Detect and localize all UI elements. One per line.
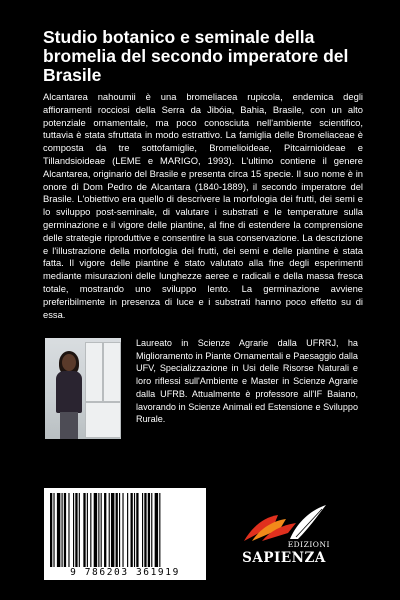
- publisher-logo: [238, 503, 330, 573]
- publisher-name: SAPIENZA: [242, 550, 326, 566]
- publisher-label: EDIZIONI: [287, 540, 330, 549]
- author-photo: [45, 338, 121, 439]
- quill-pen-icon: [238, 503, 330, 543]
- isbn-barcode: [44, 488, 206, 580]
- author-bio: Laureato in Scienze Agrarie dalla UFRRJ, ha Miglioramento in Piante Ornamentali e Paesaggio dalla UFV, Specializzazione in Usi delle Risorse Naturali e loro riflessi sull'Ambiente e Master in Scienze Agrarie dalla UFRB. Attualmente è professore all'IF Baiano, lavorando in Scienze Animali ed Estensione e Sviluppo Rurale.: [136, 338, 358, 425]
- book-abstract: Alcantarea nahoumii è una bromeliacea rupicola, endemica degli affioramenti rocciosi della Serra da Jibóia, Bahia, Brasile, con un alto potenziale ornamentale, ma poco conosciuta nell'ambiente scientifico, tuttavia è stata sfruttata in modo estrattivo. La famiglia delle Bromeliaceae è composta da tre sottofamiglie, Bromelioideae, Pitcairnioideae e Tillandsioideae (LEME e MARIGO, 1993). L'ultimo contiene il genere Alcantarea, originario del Brasile e presenta circa 15 specie. Il suo nome è in onore di Dom Pedro de Alcantara (1840-1889), il secondo imperatore del Brasile. L'obiettivo era quello di descrivere la morfologia dei frutti, dei semi e lo sviluppo post-seminale, di valutare i substrati e le temperature sulla germinazione e il vigore delle piantine, al fine di estendere la comprensione delle strategie riproduttive e consentire la sua conservazione. La descrizione e l'illustrazione della morfologia dei frutti, dei semi e delle piantine è stata fatta. Il vigore delle piantine è stato valutato alla fine degli esperimenti mediante misurazioni delle lunghezze aeree e radicali e della massa fresca totale, mostrando uno sviluppo lento. La germinazione avviene preferibilmente in presenza di luce e i substrati hanno poco effetto su di essa.: [43, 91, 363, 320]
- book-title: Studio botanico e seminale della bromelia del secondo imperatore del Brasile: [43, 27, 349, 85]
- barcode-digits: 9 786203 361919: [70, 567, 180, 578]
